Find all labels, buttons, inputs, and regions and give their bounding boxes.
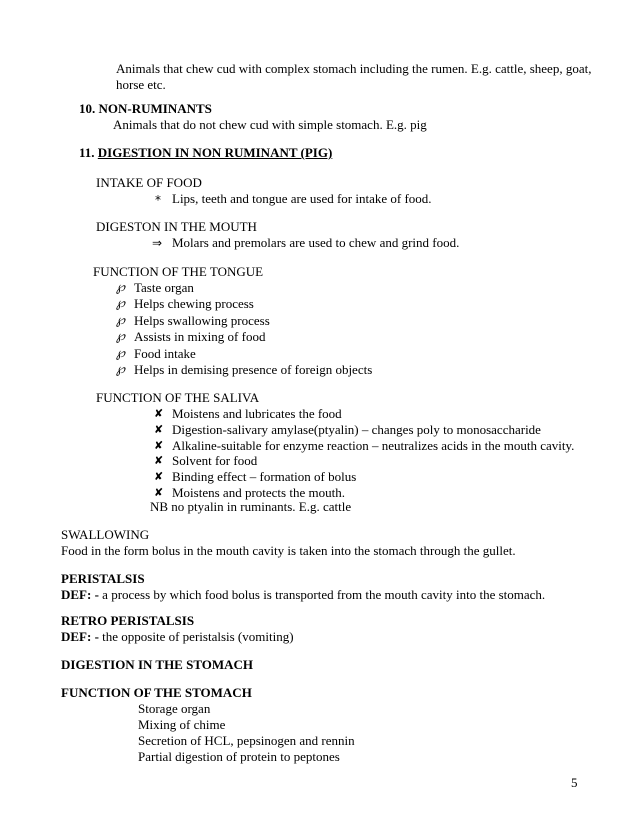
script-p-icon: ℘ (116, 280, 126, 295)
stomach-item: Partial digestion of protein to peptones (138, 749, 340, 764)
ruminants-desc-line1: Animals that chew cud with complex stomach including the rumen. E.g. cattle, sheep, goat, (116, 61, 592, 76)
stomach-digestion-heading: DIGESTION IN THE STOMACH (61, 657, 254, 672)
ruminants-desc-line2: horse etc. (116, 77, 166, 92)
script-p-icon: ℘ (116, 296, 126, 312)
def-text: the opposite of peristalsis (vomiting) (98, 629, 294, 644)
retro-definition (61, 629, 294, 645)
mouth-heading: DIGESTON IN THE MOUTH (96, 219, 257, 234)
page-number: 5 (571, 775, 578, 790)
stomach-function-heading: FUNCTION OF THE STOMACH (61, 685, 252, 700)
stomach-item: Secretion of HCL, pepsinogen and rennin (138, 733, 355, 748)
script-p-icon: ℘ (116, 312, 126, 328)
non-ruminants-heading: 10. NON-RUMINANTS (79, 101, 212, 116)
cross-mark-icon: ✘ (154, 486, 164, 499)
def-label: DEF: - (61, 587, 99, 602)
intake-heading: INTAKE OF FOOD (96, 175, 202, 190)
cross-mark-icon: ✘ (154, 422, 164, 436)
script-p-icon: ℘ (116, 329, 126, 345)
def-text: a process by which food bolus is transported from the mouth cavity into the stomach. (98, 587, 546, 602)
tongue-heading: FUNCTION OF THE TONGUE (93, 264, 264, 279)
saliva-item: Solvent for food (172, 453, 258, 469)
cross-mark-icon: ✘ (154, 470, 164, 484)
cross-mark-icon: ✘ (154, 407, 164, 420)
retro-heading: RETRO PERISTALSIS (61, 613, 195, 628)
section-title: DIGESTION IN NON RUMINANT (PIG) (97, 145, 333, 160)
digestion-pig-heading (79, 145, 332, 161)
stomach-item: Storage organ (138, 701, 211, 716)
cross-mark-icon: ✘ (154, 438, 164, 452)
intake-item: Lips, teeth and tongue are used for intake of food. (172, 191, 432, 206)
saliva-item: Alkaline-suitable for enzyme reaction – neutralizes acids in the mouth cavity. (172, 437, 575, 453)
script-p-icon: ℘ (116, 362, 126, 377)
cross-mark-icon: ✘ (154, 454, 164, 468)
stomach-item: Mixing of chime (138, 717, 226, 732)
swallowing-text: Food in the form bolus in the mouth cavity is taken into the stomach through the gullet. (61, 543, 516, 558)
mouth-item: Molars and premolars are used to chew and grind food. (172, 235, 460, 250)
tongue-item: Food intake (134, 345, 196, 361)
saliva-note: NB no ptyalin in ruminants. E.g. cattle (150, 499, 352, 514)
saliva-item: Binding effect – formation of bolus (172, 469, 357, 485)
tongue-item: Helps swallowing process (134, 312, 270, 328)
non-ruminants-desc: Animals that do not chew cud with simple stomach. E.g. pig (113, 117, 427, 132)
def-label: DEF: - (61, 629, 99, 644)
tongue-item: Helps in demising presence of foreign objects (134, 362, 373, 377)
swallowing-heading: SWALLOWING (61, 527, 150, 542)
script-p-icon: ℘ (116, 345, 126, 361)
saliva-item: Digestion-salivary amylase(ptyalin) – changes poly to monosaccharide (172, 421, 541, 437)
star-icon: * (155, 193, 161, 207)
tongue-item: Helps chewing process (134, 296, 254, 312)
saliva-item: Moistens and protects the mouth. (172, 485, 345, 500)
peristalsis-definition (61, 587, 545, 603)
section-number: 11. (79, 145, 95, 160)
saliva-item: Moistens and lubricates the food (172, 406, 342, 421)
peristalsis-heading: PERISTALSIS (61, 571, 145, 586)
saliva-heading: FUNCTION OF THE SALIVA (96, 390, 260, 405)
tongue-item: Taste organ (134, 280, 194, 295)
double-arrow-icon: ⇒ (152, 236, 163, 250)
tongue-item: Assists in mixing of food (134, 329, 266, 345)
